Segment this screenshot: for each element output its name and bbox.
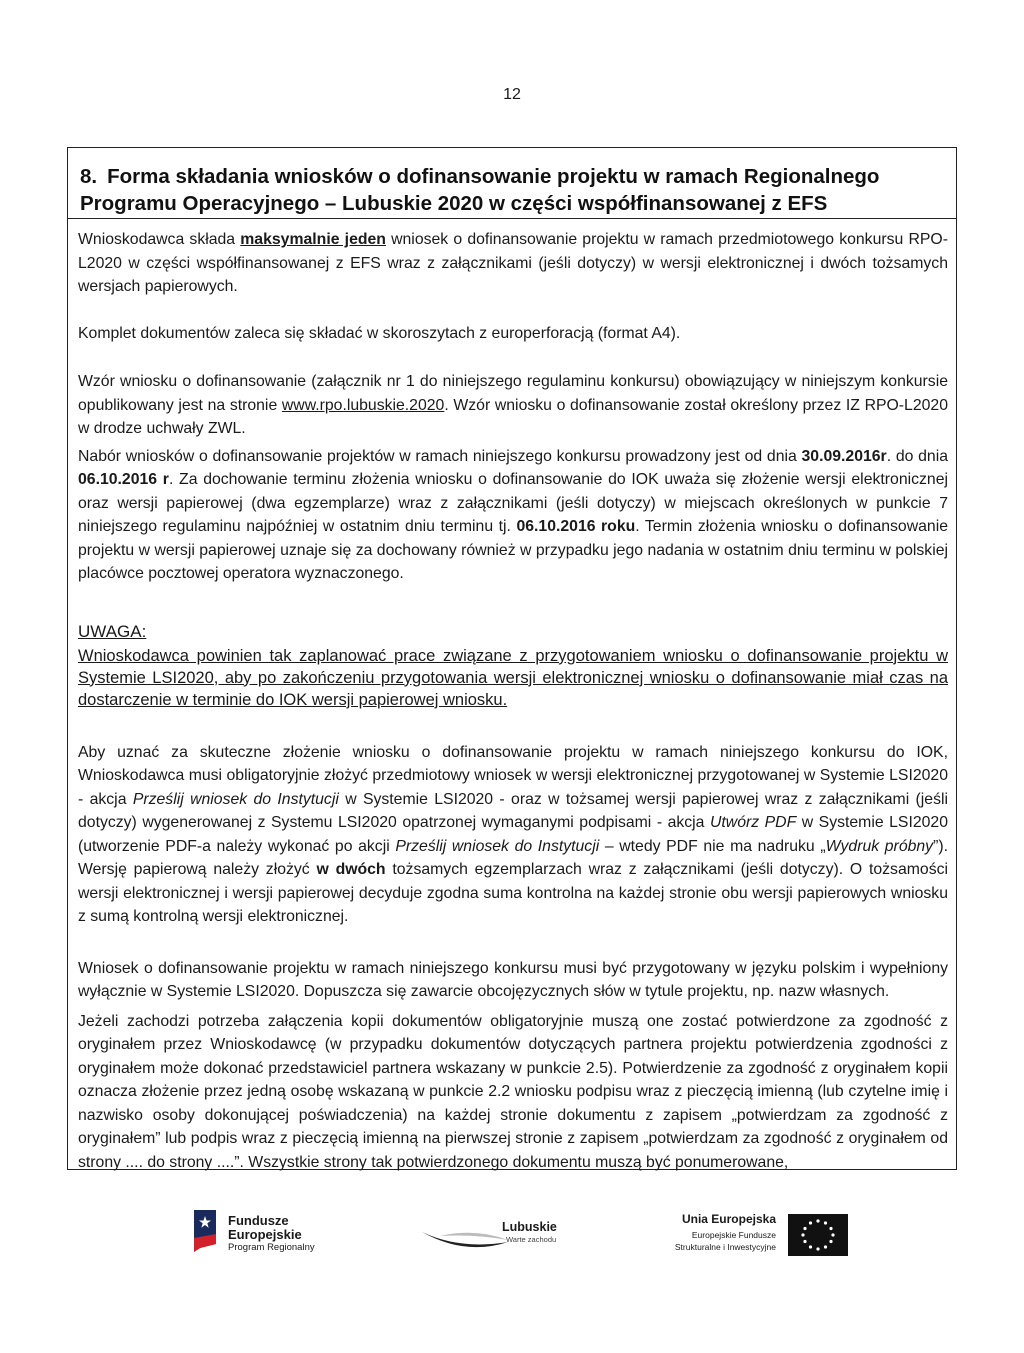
page-number: 12: [503, 86, 521, 103]
lubuskie-logo: [420, 1214, 590, 1254]
text: w Systemie LSI2020 (utworzenie PDF-a należy wykonać po akcji: [78, 814, 949, 855]
section-number: 8.: [80, 165, 98, 188]
text: w Systemie LSI2020 - oraz w tożsamej wersji papierowej wraz z załącznikami (jeśli dotyczy) wygenerowanej z Systemu LSI2020 opatrzonej wymaganymi podpisami - akcja: [78, 790, 949, 831]
lubuskie-swoosh-icon: [420, 1222, 510, 1252]
fundusze-europejskie-logo: [190, 1206, 340, 1262]
text: . Za dochowanie terminu złożenia wniosku o dofinansowanie do IOK uważa się złożenie wersji elektronicznej oraz wersji papierowej (dwa egzemplarze) wraz z załącznikami (jeśli dotyczy) w miejscach określonych w punkcie 7 niniejszego regulaminu najpóźniej w ostatnim dniu terminu tj.: [78, 471, 948, 535]
paragraph-copies: Jeżeli zachodzi potrzeba załączenia kopii dokumentów obligatoryjnie muszą one zostać potwierdzone za zgodność z oryginałem przez Wnioskodawcę (w przypadku dokumentów dotyczących partnera projektu potwierdzenia zgodności z oryginałem może dokonać przedstawiciel partnera wskazany w punkcie 2.5). Potwierdzenie za zgodność z oryginałem kopii oznacza złożenie przez jedną osobę wskazaną w punkcie 2.2 wniosku podpisu wraz z pieczęcią imienną (lub czytelne imię i nazwisko osoby dokonującej poświadczenia) na każdej stronie dokumentu z zapisem „potwierdzam za zgodność z oryginałem” lub podpis wraz z pieczęcią imienną na pierwszej stronie z zapisem „potwierdzam za zgodność z oryginałem od strony .... do strony ....”. Wszystkie strony tak potwierdzonego dokumentu muszą być ponumerowane,: [78, 1012, 948, 1171]
fe-flag-icon: [190, 1208, 218, 1254]
emphasis-max-one: maksymalnie jeden: [240, 231, 386, 248]
text: Wzór wniosku o dofinansowanie (załącznik nr 1 do niniejszego regulaminu konkursu) obowiązujący w niniejszym konkursie opublikowany jest na stronie: [78, 373, 948, 414]
uwaga-text: Wnioskodawca powinien tak zaplanować prace związane z przygotowaniem wniosku o dofinansowanie projektu w Systemie LSI2020, aby po zakończeniu przygotowania wersji elektronicznej wniosku o dofinansowanie miał czas na dostarczenie w terminie do IOK wersji papierowej wniosku.: [78, 646, 948, 709]
fe-line2: Europejskie: [228, 1227, 302, 1242]
text: . Wzór wniosku o dofinansowanie został określony przez IZ RPO-L2020 w drodze uchwały ZWL.: [78, 396, 948, 437]
end-date: 06.10.2016 r: [78, 471, 169, 488]
ue-line2: Europejskie Fundusze: [691, 1230, 776, 1240]
text: ”). Wersję papierową należy złożyć: [78, 837, 948, 878]
text: Aby uznać za skuteczne złożenie wniosku o dofinansowanie projektu w ramach niniejszego konkursu do IOK, Wnioskodawca musi obligatoryjnie złożyć przedmiotowy wniosek w wersji elektronicznej przygotowanej w Systemie LSI2020 - akcja: [78, 743, 948, 808]
paragraph-binders: Komplet dokumentów zaleca się składać w skoroszytach z europerforacją (format A4).: [78, 324, 681, 342]
text: – wtedy PDF nie ma nadruku „: [599, 837, 826, 855]
final-date: 06.10.2016 roku: [516, 518, 636, 535]
action-name: Utwórz PDF: [709, 814, 797, 831]
ue-line3: Strukturalne i Inwestycyjne: [674, 1242, 776, 1252]
text: wniosek o dofinansowanie projektu w ramach przedmiotowego konkursu RPO-L2020 w części współfinansowanej z EFS wraz z załącznikami (jeśli dotyczy) w wersji elektronicznej i dwóch tożsamych wersjach papierowych.: [78, 231, 948, 295]
start-date: 30.09.2016r: [801, 447, 887, 465]
watermark-name: Wydruk próbny: [825, 837, 934, 855]
fe-line1: Fundusze: [228, 1213, 289, 1228]
footer-logos: [0, 1206, 1024, 1276]
lubuskie-tagline: Warte zachodu: [506, 1235, 557, 1244]
text: tożsamych egzemplarzach wraz z załącznikami (jeśli dotyczy). O tożsamości wersji elektronicznej i wersji papierowej decyduje zgodna suma kontrolna na każdej stronie obu wersji papierowych wniosku z sumą kontrolną wersji elektronicznej.: [78, 861, 948, 925]
action-name: Prześlij wniosek do Instytucji: [395, 837, 600, 855]
section-heading: [80, 163, 950, 217]
text: . Termin złożenia wniosku o dofinansowanie projektu w wersji papierowej uznaje się za dochowany również w przypadku jego nadania w ostatnim dniu terminu w polskiej placówce pocztowej operatora wyznaczonego.: [78, 518, 948, 582]
text: Wnioskodawca składa: [78, 231, 241, 248]
fe-line3: Program Regionalny: [228, 1242, 315, 1253]
text: Nabór wniosków o dofinansowanie projektów w ramach niniejszego konkursu prowadzony jest od dnia: [78, 447, 802, 465]
website-link[interactable]: www.rpo.lubuskie.2020: [281, 396, 445, 414]
emphasis-two-copies: w dwóch: [316, 861, 386, 878]
paragraph-language: Wniosek o dofinansowanie projektu w ramach niniejszego konkursu musi być przygotowany w języku polskim i wypełniony wyłącznie w Systemie LSI2020. Dopuszcza się zawarcie obcojęzycznych słów w tytule projektu, np. nazw własnych.: [78, 959, 948, 1000]
section-content: [78, 228, 948, 1174]
paragraph-deadline: [78, 445, 948, 586]
paragraph-submission: [78, 228, 948, 299]
action-name: Prześlij wniosek do Instytucji: [132, 790, 339, 808]
ue-line1: Unia Europejska: [681, 1212, 776, 1226]
section-title: Forma składania wniosków o dofinansowanie projektu w ramach Regionalnego Programu Operacyjnego – Lubuskie 2020 w części współfinansowanej z EFS: [80, 165, 880, 215]
uwaga-label: UWAGA:: [78, 621, 147, 641]
eu-flag-icon: [788, 1214, 848, 1256]
paragraph-electronic-paper: [78, 741, 948, 929]
lubuskie-name: Lubuskie: [502, 1220, 557, 1234]
paragraph-template: [78, 370, 948, 441]
unia-europejska-logo: [648, 1212, 848, 1262]
text: . do dnia: [886, 447, 948, 465]
